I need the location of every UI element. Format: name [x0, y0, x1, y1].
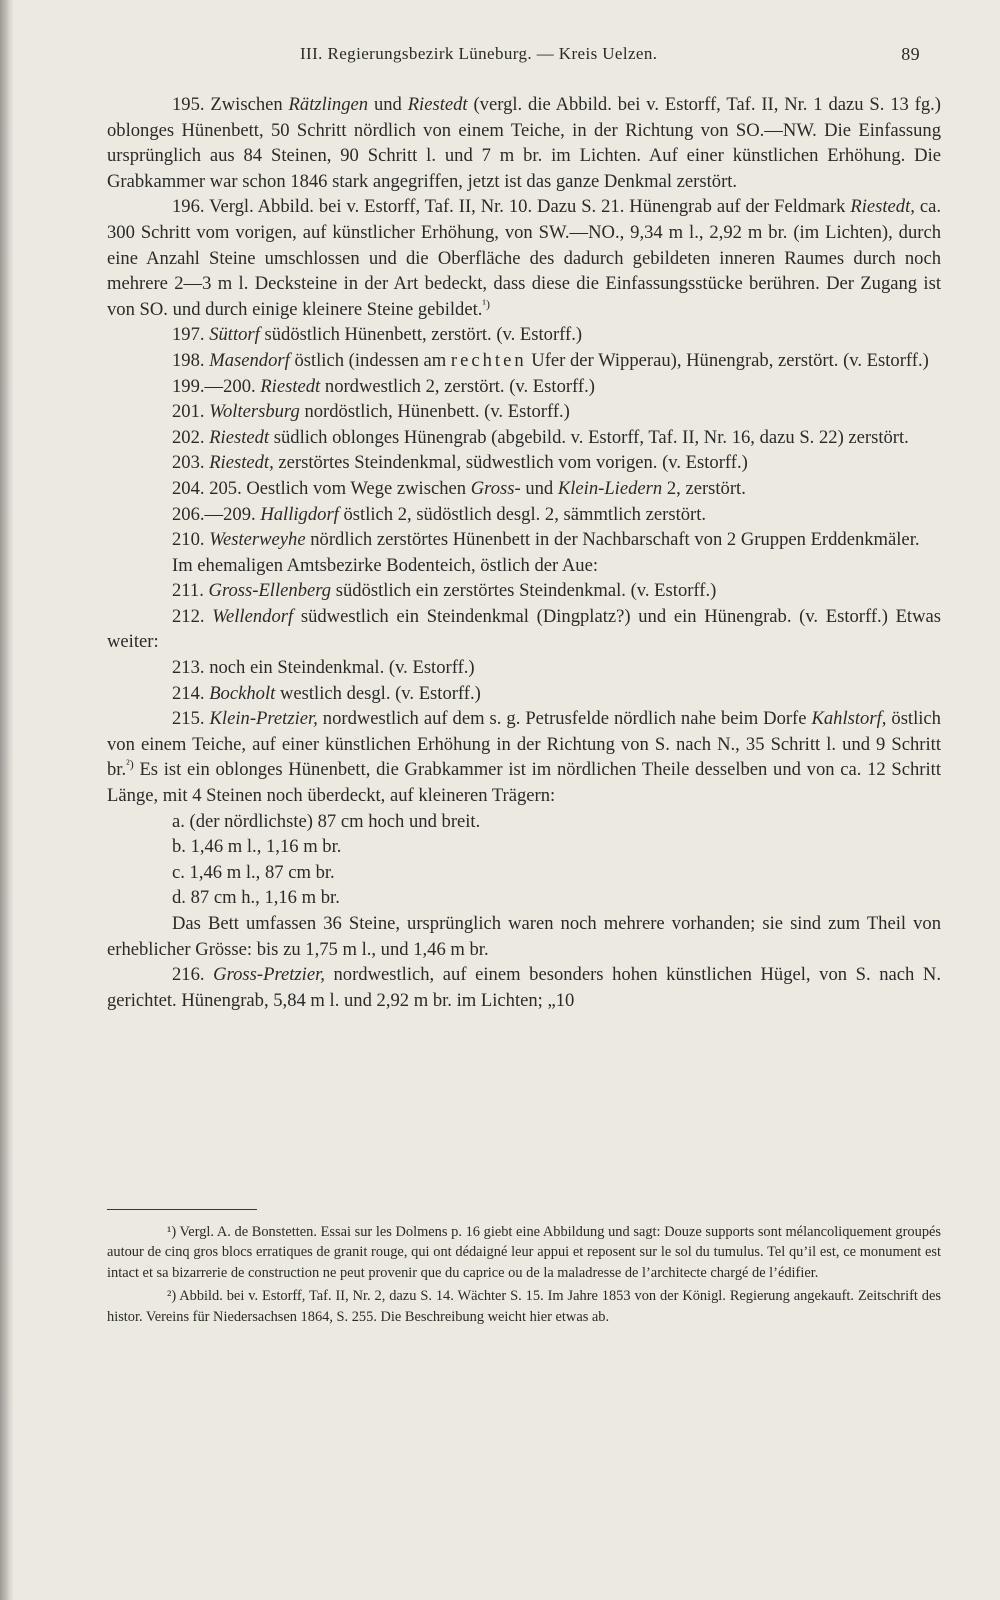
place-name: Gross-Pretzier, [213, 964, 325, 986]
entry-215: 215. Klein-Pretzier, nordwestlich auf dem s. g. Petrusfelde nördlich nahe beim Dorfe Kahlstorf, östlich von einem Teiche, auf einer künstlichen Erhöhung in der Richtung von S. nach N., 35 Schritt l. und 9 Schritt br.$^{^2)}$ Es ist ein oblonges Hünenbett, die Grabkammer ist im nördlichen Theile desselben und von ca. 12 Schritt Länge, mit 4 Steinen noch überdeckt, auf kleineren Trägern: [107, 708, 941, 807]
place-name: Rätzlingen [288, 94, 369, 115]
entry-198: 198. Masendorf östlich (indessen am rechten Ufer der Wipperau), Hünengrab, zerstört. (v. Estorff.) [172, 349, 929, 371]
entry-211: 211. Gross-Ellenberg südöstlich ein zerstörtes Steindenkmal. (v. Estorff.) [172, 580, 717, 602]
list-item: d. 87 cm h., 1,16 m br. [172, 887, 340, 909]
spaced-emphasis: rechten [450, 349, 527, 371]
main-text [107, 92, 941, 1013]
place-name: Gross- [470, 477, 521, 499]
footnotes [107, 1222, 941, 1330]
entry-204-205: 204. 205. Oestlich vom Wege zwischen Gross- und Klein-Liedern 2, zerstört. [172, 477, 746, 499]
place-name: Süttorf [209, 324, 260, 346]
footnote-ref: ²) [126, 757, 134, 772]
entry-195: 195. Zwischen Rätzlingen und Riestedt (vergl. die Abbild. bei v. Estorff, Taf. II, Nr. 1 dazu S. 13 fg.) oblonges Hünenbett, 50 Schritt nördlich von einem Teiche, in der Richtung von SO.—NW. Die Einfassung ursprünglich aus 84 Steinen, 90 Schritt l. und 7 m br. im Lichten. Auf einer künstlichen Erhöhung. Die Grabkammer war schon 1846 stark angegriffen, jetzt ist das ganze Denkmal zerstört. [107, 94, 941, 192]
list-item: a. (der nördlichste) 87 cm hoch und breit. [172, 810, 481, 832]
place-name: Riestedt, [209, 452, 274, 474]
page-number: 89 [901, 44, 920, 64]
list-item: b. 1,46 m l., 1,16 m br. [172, 836, 342, 858]
entry-216: 216. Gross-Pretzier, nordwestlich, auf einem besonders hohen künstlichen Hügel, von S. nach N. gerichtet. Hünengrab, 5,84 m l. und 2,92 m br. im Lichten; „10 [107, 964, 941, 1011]
footnote-ref: ¹) [482, 296, 490, 311]
place-name: Gross-Ellenberg [208, 580, 332, 602]
place-name: Wellendorf [212, 605, 294, 627]
entry-199-200: 199.—200. Riestedt nordwestlich 2, zerstört. (v. Estorff.) [172, 375, 595, 397]
place-name: Masendorf [209, 349, 290, 371]
entry-210: 210. Westerweyhe nördlich zerstörtes Hünenbett in der Nachbarschaft von 2 Gruppen Erddenkmäler. [172, 529, 920, 551]
place-name: Westerweyhe [209, 529, 306, 551]
place-name: Riestedt [209, 426, 270, 448]
entry-197: 197. Süttorf südöstlich Hünenbett, zerstört. (v. Estorff.) [172, 324, 583, 346]
place-name: Klein-Pretzier, [209, 708, 318, 730]
entry-206-209: 206.—209. Halligdorf östlich 2, südöstlich desgl. 2, sämmtlich zerstört. [172, 503, 707, 525]
entry-201: 201. Woltersburg nordöstlich, Hünenbett. (v. Estorff.) [172, 401, 570, 423]
page-gutter-shadow [0, 0, 14, 1600]
place-name: Riestedt [407, 94, 468, 115]
footnote-2: ²) Abbild. bei v. Estorff, Taf. II, Nr. 2, dazu S. 14. Wächter S. 15. Im Jahre 1853 von der Königl. Regierung angekauft. Zeitschrift des histor. Vereins für Niedersachsen 1864, S. 255. Die Beschreibung weicht hier etwas ab. [107, 1288, 941, 1325]
place-name: Klein-Liedern [557, 477, 663, 499]
entry-203: 203. Riestedt, zerstörtes Steindenkmal, südwestlich vom vorigen. (v. Estorff.) [172, 452, 748, 474]
list-item: c. 1,46 m l., 87 cm br. [172, 861, 335, 883]
entry-202: 202. Riestedt südlich oblonges Hünengrab (abgebild. v. Estorff, Taf. II, Nr. 16, dazu S. 22) zerstört. [172, 426, 909, 448]
place-name: Halligdorf [260, 503, 339, 525]
entry-215-end: Das Bett umfassen 36 Steine, ursprünglich waren noch mehrere vorhanden; sie sind zum Theil von erheblicher Grösse: bis zu 1,75 m l., und 1,46 m br. [107, 913, 941, 960]
place-name: Riestedt [260, 375, 321, 397]
section-intro: Im ehemaligen Amtsbezirke Bodenteich, östlich der Aue: [172, 554, 598, 576]
entry-196: 196. Vergl. Abbild. bei v. Estorff, Taf. II, Nr. 10. Dazu S. 21. Hünengrab auf der Feldmark Riestedt, ca. 300 Schritt vom vorigen, auf künstlicher Erhöhung, von SW.—NO., 9,34 m l., 2,92 m br. (im Lichten), durch eine Anzahl Steine umschlossen und die Oberfläche des dadurch gebildeten inneren Raumes durch noch mehrere 2—3 m l. Decksteine in der Art bedeckt, dass diese die Einfassungsstücke berühren. Der Zugang ist von SO. und durch einige kleinere Steine gebildet.$^{^1)}$ [107, 196, 942, 320]
footnote-divider [107, 1209, 257, 1210]
place-name: Riestedt, [850, 196, 915, 218]
running-header [300, 40, 920, 68]
entry-212: 212. Wellendorf südwestlich ein Steindenkmal (Dingplatz?) und ein Hünengrab. (v. Estorff.) Etwas weiter: [107, 605, 942, 653]
place-name: Woltersburg [209, 401, 300, 423]
entry-213: 213. noch ein Steindenkmal. (v. Estorff.) [172, 657, 475, 679]
place-name: Kahlstorf, [811, 708, 887, 730]
place-name: Bockholt [209, 682, 276, 704]
footnote-1: ¹) Vergl. A. de Bonstetten. Essai sur les Dolmens p. 16 giebt eine Abbildung und sagt: Douze supports sont mélancoliquement groupés autour de cinq gros blocs erratiques de granit rouge, qui ont dédaigné leur appui et reposent sur le sol du tumulus. Tel qu’il est, ce monument est intact et sa bizarrerie de construction ne peut provenir que du caprice ou de la maladresse de l’architecte chargé de l’édifier. [107, 1224, 941, 1281]
header-title: III. Regierungsbezirk Lüneburg. — Kreis Uelzen. [300, 44, 658, 63]
entry-214: 214. Bockholt westlich desgl. (v. Estorff.) [172, 682, 481, 704]
